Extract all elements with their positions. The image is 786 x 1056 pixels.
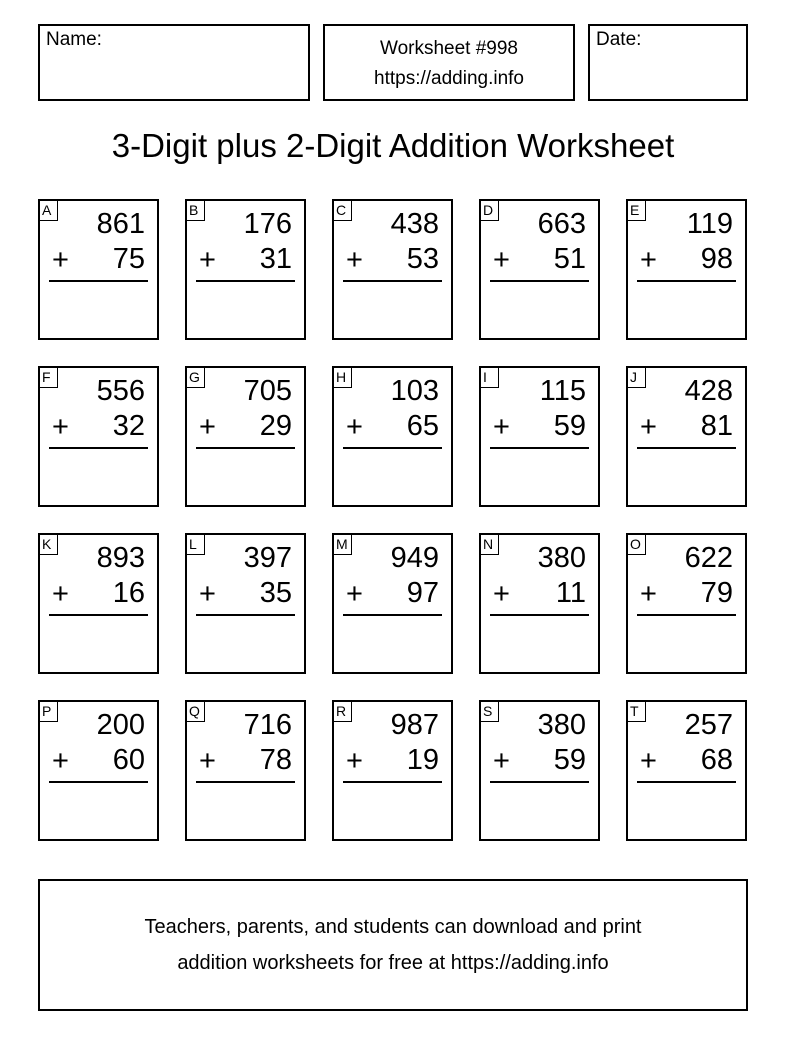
- problem-label: T: [626, 700, 646, 722]
- bottom-addend: 59: [553, 410, 586, 442]
- bottom-addend: 32: [112, 410, 145, 442]
- plus-sign: +: [346, 411, 363, 443]
- bottom-addend: 79: [700, 577, 733, 609]
- plus-sign: +: [199, 578, 216, 610]
- plus-sign: +: [199, 745, 216, 777]
- top-addend: 103: [390, 375, 439, 407]
- plus-sign: +: [493, 578, 510, 610]
- bottom-addend: 19: [406, 744, 439, 776]
- plus-sign: +: [640, 745, 657, 777]
- answer-line: [343, 447, 442, 449]
- top-addend: 380: [537, 709, 586, 741]
- problem-box[interactable]: [332, 199, 453, 340]
- answer-line: [49, 280, 148, 282]
- top-addend: 556: [96, 375, 145, 407]
- plus-sign: +: [52, 745, 69, 777]
- plus-sign: +: [52, 578, 69, 610]
- plus-sign: +: [52, 244, 69, 276]
- answer-line: [637, 781, 736, 783]
- plus-sign: +: [199, 411, 216, 443]
- answer-line: [637, 614, 736, 616]
- bottom-addend: 35: [259, 577, 292, 609]
- problem-label: R: [332, 700, 352, 722]
- plus-sign: +: [346, 244, 363, 276]
- problem-box[interactable]: [185, 700, 306, 841]
- bottom-addend: 78: [259, 744, 292, 776]
- problem-label: Q: [185, 700, 205, 722]
- problem-box[interactable]: [185, 199, 306, 340]
- name-label: Name:: [46, 29, 102, 50]
- problem-box[interactable]: [479, 700, 600, 841]
- problem-box[interactable]: [38, 533, 159, 674]
- top-addend: 949: [390, 542, 439, 574]
- top-addend: 257: [684, 709, 733, 741]
- bottom-addend: 51: [553, 243, 586, 275]
- bottom-addend: 81: [700, 410, 733, 442]
- answer-line: [49, 614, 148, 616]
- bottom-addend: 16: [112, 577, 145, 609]
- problem-label: F: [38, 366, 58, 388]
- plus-sign: +: [346, 578, 363, 610]
- problem-box[interactable]: [479, 199, 600, 340]
- problem-box[interactable]: [626, 700, 747, 841]
- plus-sign: +: [493, 244, 510, 276]
- worksheet-info-box: [323, 24, 575, 101]
- problem-label: G: [185, 366, 205, 388]
- bottom-addend: 59: [553, 744, 586, 776]
- problem-box[interactable]: [185, 366, 306, 507]
- problem-box[interactable]: [332, 366, 453, 507]
- problem-box[interactable]: [38, 700, 159, 841]
- problem-box[interactable]: [626, 366, 747, 507]
- top-addend: 716: [243, 709, 292, 741]
- answer-line: [490, 781, 589, 783]
- worksheet-url: https://adding.info: [374, 68, 524, 89]
- answer-line: [490, 280, 589, 282]
- problem-label: J: [626, 366, 646, 388]
- answer-line: [196, 280, 295, 282]
- footer-text-line-2: addition worksheets for free at https://adding.info: [177, 952, 609, 974]
- answer-line: [343, 280, 442, 282]
- top-addend: 622: [684, 542, 733, 574]
- date-field-box[interactable]: [588, 24, 748, 101]
- worksheet-number: Worksheet #998: [379, 38, 518, 59]
- answer-line: [637, 447, 736, 449]
- problem-label: M: [332, 533, 352, 555]
- answer-line: [196, 781, 295, 783]
- top-addend: 380: [537, 542, 586, 574]
- footer-text-line-1: Teachers, parents, and students can download and print: [144, 916, 642, 938]
- problem-label: A: [38, 199, 58, 221]
- problem-label: C: [332, 199, 352, 221]
- top-addend: 663: [537, 208, 586, 240]
- problem-box[interactable]: [626, 199, 747, 340]
- problem-label: L: [185, 533, 205, 555]
- problem-label: E: [626, 199, 646, 221]
- problem-label: O: [626, 533, 646, 555]
- problem-box[interactable]: [185, 533, 306, 674]
- bottom-addend: 60: [112, 744, 145, 776]
- problem-box[interactable]: [479, 533, 600, 674]
- bottom-addend: 29: [259, 410, 292, 442]
- top-addend: 987: [390, 709, 439, 741]
- plus-sign: +: [640, 244, 657, 276]
- top-addend: 893: [96, 542, 145, 574]
- top-addend: 428: [684, 375, 733, 407]
- plus-sign: +: [199, 244, 216, 276]
- bottom-addend: 75: [112, 243, 145, 275]
- bottom-addend: 97: [406, 577, 439, 609]
- plus-sign: +: [640, 578, 657, 610]
- answer-line: [196, 614, 295, 616]
- problem-label: P: [38, 700, 58, 722]
- plus-sign: +: [52, 411, 69, 443]
- bottom-addend: 65: [406, 410, 439, 442]
- top-addend: 397: [243, 542, 292, 574]
- problem-box[interactable]: [626, 533, 747, 674]
- bottom-addend: 31: [259, 243, 292, 275]
- answer-line: [343, 614, 442, 616]
- problem-label: K: [38, 533, 58, 555]
- problem-box[interactable]: [332, 533, 453, 674]
- problem-label: I: [479, 366, 499, 388]
- problem-label: S: [479, 700, 499, 722]
- answer-line: [49, 781, 148, 783]
- top-addend: 200: [96, 709, 145, 741]
- bottom-addend: 68: [700, 744, 733, 776]
- top-addend: 119: [686, 208, 733, 240]
- top-addend: 705: [243, 375, 292, 407]
- plus-sign: +: [493, 745, 510, 777]
- problem-label: H: [332, 366, 352, 388]
- top-addend: 115: [539, 375, 586, 407]
- bottom-addend: 11: [555, 577, 586, 609]
- plus-sign: +: [493, 411, 510, 443]
- bottom-addend: 53: [406, 243, 439, 275]
- problem-box[interactable]: [38, 366, 159, 507]
- answer-line: [490, 614, 589, 616]
- name-field-box[interactable]: [38, 24, 310, 101]
- problem-box[interactable]: [479, 366, 600, 507]
- bottom-addend: 98: [700, 243, 733, 275]
- top-addend: 438: [390, 208, 439, 240]
- problem-box[interactable]: [332, 700, 453, 841]
- footer-box: [38, 879, 748, 1011]
- problem-label: B: [185, 199, 205, 221]
- page-title: 3-Digit plus 2-Digit Addition Worksheet: [111, 127, 675, 164]
- problem-box[interactable]: [38, 199, 159, 340]
- answer-line: [49, 447, 148, 449]
- answer-line: [343, 781, 442, 783]
- top-addend: 861: [96, 208, 145, 240]
- answer-line: [196, 447, 295, 449]
- date-label: Date:: [596, 29, 642, 50]
- answer-line: [490, 447, 589, 449]
- answer-line: [637, 280, 736, 282]
- top-addend: 176: [243, 208, 292, 240]
- problem-label: D: [479, 199, 499, 221]
- plus-sign: +: [346, 745, 363, 777]
- plus-sign: +: [640, 411, 657, 443]
- problem-label: N: [479, 533, 499, 555]
